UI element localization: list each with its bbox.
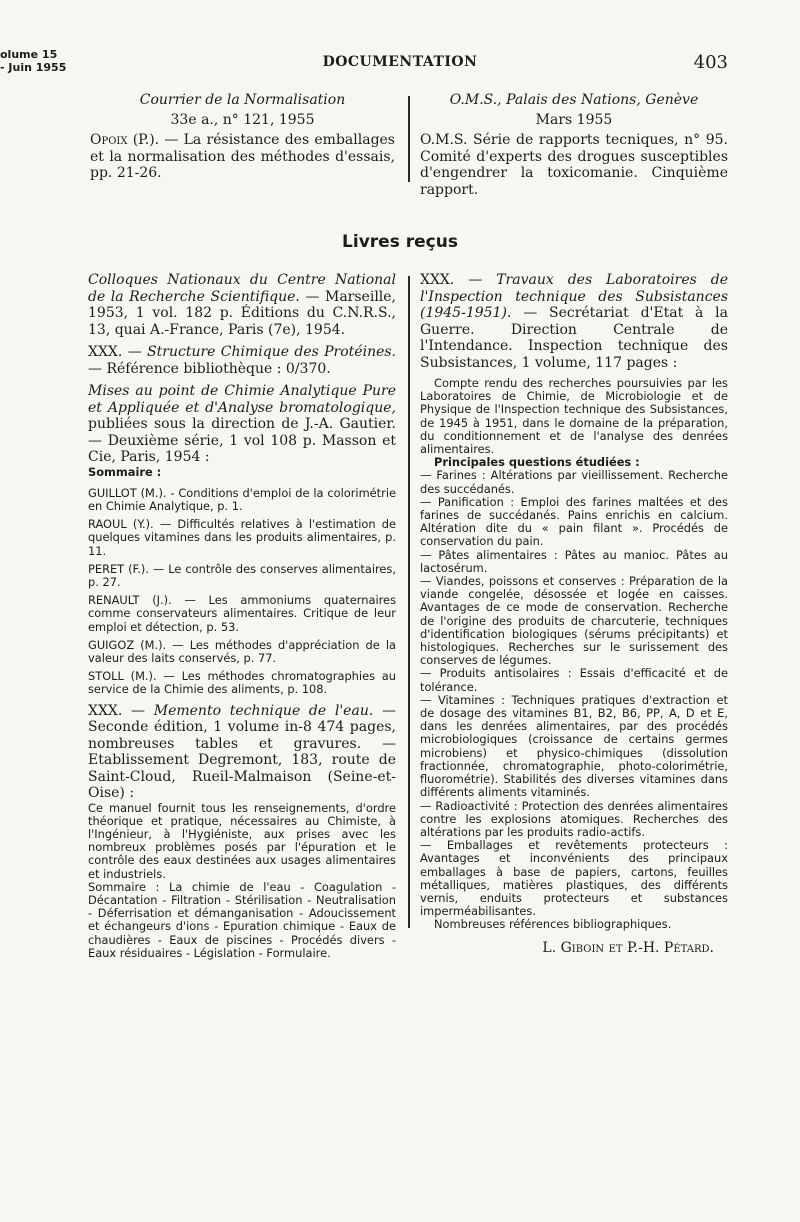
volume-line: olume 15 [0, 48, 58, 61]
book-prefix: XXX. — [88, 344, 142, 360]
signature: L. Giboin et P.-H. Pétard. [542, 939, 714, 956]
question-item: — Pâtes alimentaires : Pâtes au manioc. Pâtes au lactosérum. [420, 547, 728, 575]
question-item: — Emballages et revêtements protecteurs : Avantages et inconvénients des principaux emballages à base de papiers, cartons, feuilles métalliques, matières plastiques, des différents vernis, enduits protecteurs et substances imperméabilisantes. [420, 838, 728, 919]
book-entry-mises-au-point [88, 383, 396, 466]
publisher-name: O.M.S., Palais des Nations, Genève [449, 92, 699, 108]
sommaire-item: PERET (F.). — Le contrôle des conserves alimentaires, p. 27. [88, 561, 396, 589]
question-item: — Viandes, poissons et conserves : Préparation de la viande congelée, désossée et logée en caisses. Avantages de ce mode de conservation. Recherche de l'origine des produits de charcuterie, techniques d'identification biologiques (sérums précipitants) et histologiques. Recherches sur le surissement des conserves de légumes. [420, 574, 728, 668]
book-entry-colloques [88, 272, 396, 338]
book-entry-travaux [420, 272, 728, 371]
memento-summary: Sommaire : La chimie de l'eau - Coagulation - Décantation - Filtration - Stérilisation - Neutralisation - Déferrisation et démanganisation - Adoucissement et échangeurs d'ions - Epuration chimique - Eaux de chaudières - Eaux de piscines - Procédés divers - Eaux résiduaires - Législation - Formulaire. [88, 879, 396, 960]
left-column [88, 272, 396, 960]
running-header: DOCUMENTATION [322, 54, 478, 70]
question-item: — Radioactivité : Protection des denrées alimentaires contre les explosions atomiques. Recherches des altérations par les produits radio-actifs. [420, 798, 728, 839]
question-item: — Farines : Altérations par vieillissement. Recherche des succédanés. [420, 468, 728, 496]
references-note: Nombreuses références bibliographiques. [434, 917, 672, 932]
book-title: Colloques Nationaux du Centre National de la Recherche Scientifique. [88, 272, 396, 305]
book-details: — Secrétariat d'Etat à la Guerre. Direction Centrale de l'Intendance. Inspection technique des Subsistances, 1 volume, 117 pages : [420, 305, 728, 371]
book-prefix: XXX. — [88, 702, 146, 719]
sommaire-label: Sommaire : [88, 464, 162, 479]
book-title: Travaux des Laboratoires de l'Inspection technique des Subsistances (1945-1951). [420, 272, 728, 321]
top-right-block [420, 92, 728, 198]
publication-date: Mars 1955 [535, 111, 613, 128]
book-details: — Seconde édition, 1 volume in-8 474 pages, nombreuses tables et gravures. — Etablissement Degremont, 183, route de Saint-Cloud, Rueil-Malmaison (Seine-et-Oise) : [88, 702, 396, 802]
book-title: Structure Chimique des Protéines. [147, 344, 397, 360]
right-column [420, 272, 728, 956]
memento-description: Ce manuel fournit tous les renseignements, d'ordre théorique et pratique, nécessaires au Chimiste, à l'Ingénieur, à l'Hygiéniste, aux prises avec les nombreux problèmes posés par l'épuration et le contrôle des eaux destinées aux usages alimentaires et industriels. [88, 800, 396, 881]
sommaire-item: RENAULT (J.). — Les ammoniums quaternaires comme conservateurs alimentaires. Critique de leur emploi et détection, p. 53. [88, 593, 396, 634]
column-divider-main [408, 276, 410, 928]
section-heading: Livres reçus [342, 232, 458, 252]
question-item: — Panification : Emploi des farines maltées et des farines de succédanés. Pains enrichis en calcium. Altération dite du « pain filant ». Procédés de conservation du pain. [420, 494, 728, 549]
book-prefix: XXX. — [420, 272, 483, 288]
top-left-block [90, 92, 395, 182]
sommaire-item: GUILLOT (M.). - Conditions d'emploi de la colorimétrie en Chimie Analytique, p. 1. [88, 485, 396, 513]
book-details: publiées sous la direction de J.-A. Gautier. — Deuxième série, 1 vol 108 p. Masson et Cie, Paris, 1954 : [88, 416, 396, 465]
article-text: — La résistance des emballages et la normalisation des méthodes d'essais, pp. 21-26. [90, 132, 395, 181]
page-number: 403 [693, 52, 728, 73]
question-item: — Vitamines : Techniques pratiques d'extraction et de dosage des vitamines B1, B2, B6, PP, A, D et E, dans les denrées alimentaires, par des procédés microbiologiques (croissance de certains germes microbiens) et physico-chimiques (dissolution fractionnée, chromatographie, photo-colorimétrie, fluorométrie). Stabilités des diverses vitamines dans différents aliments vitaminés. [420, 692, 728, 800]
book-title: Mises au point de Chimie Analytique Pure et Appliquée et d'Analyse bromatologique, [88, 383, 396, 416]
report-text: O.M.S. Série de rapports tecniques, n° 95. Comité d'experts des drogues susceptibles d'engendrer la toxicomanie. Cinquième rapport. [420, 132, 728, 198]
book-details: — Marseille, 1953, 1 vol. 182 p. Éditions du C.N.R.S., 13, quai A.-France, Paris (7e), 1954. [88, 288, 397, 338]
journal-name: Courrier de la Normalisation [139, 92, 346, 108]
book-entry-proteines [88, 344, 396, 377]
column-divider-top [408, 96, 410, 182]
travaux-summary [420, 377, 728, 932]
book-title: Memento technique de l'eau. [153, 702, 374, 719]
travaux-abstract: Compte rendu des recherches poursuivies par les Laboratoires de Chimie, de Microbiologie et de Physique de l'Inspection technique des Subsistances, de 1945 à 1951, dans le domaine de la préparation, du conditionnement et de l'analyse des denrées alimentaires. [420, 376, 728, 457]
question-item: — Produits antisolaires : Essais d'efficacité et de tolérance. [420, 666, 728, 694]
sommaire-item: STOLL (M.). — Les méthodes chromatographies au service de la Chimie des aliments, p. 108. [88, 669, 396, 697]
sommaire-item: RAOUL (Y.). — Difficultés relatives à l'estimation de quelques vitamines dans les produits alimentaires, p. 11. [88, 517, 396, 558]
book-details: — Référence bibliothèque : 0/370. [88, 360, 331, 377]
article-author: Opoix (P.). [90, 132, 160, 148]
journal-issue: 33e a., n° 121, 1955 [170, 111, 315, 128]
sommaire-item: GUIGOZ (M.). — Les méthodes d'appréciation de la valeur des laits conservés, p. 77. [88, 637, 396, 665]
journal-article [90, 132, 395, 182]
questions-label: Principales questions étudiées : [434, 455, 640, 470]
sommaire-list [88, 487, 396, 697]
date-line: - Juin 1955 [0, 61, 67, 74]
book-entry-memento [88, 703, 396, 802]
